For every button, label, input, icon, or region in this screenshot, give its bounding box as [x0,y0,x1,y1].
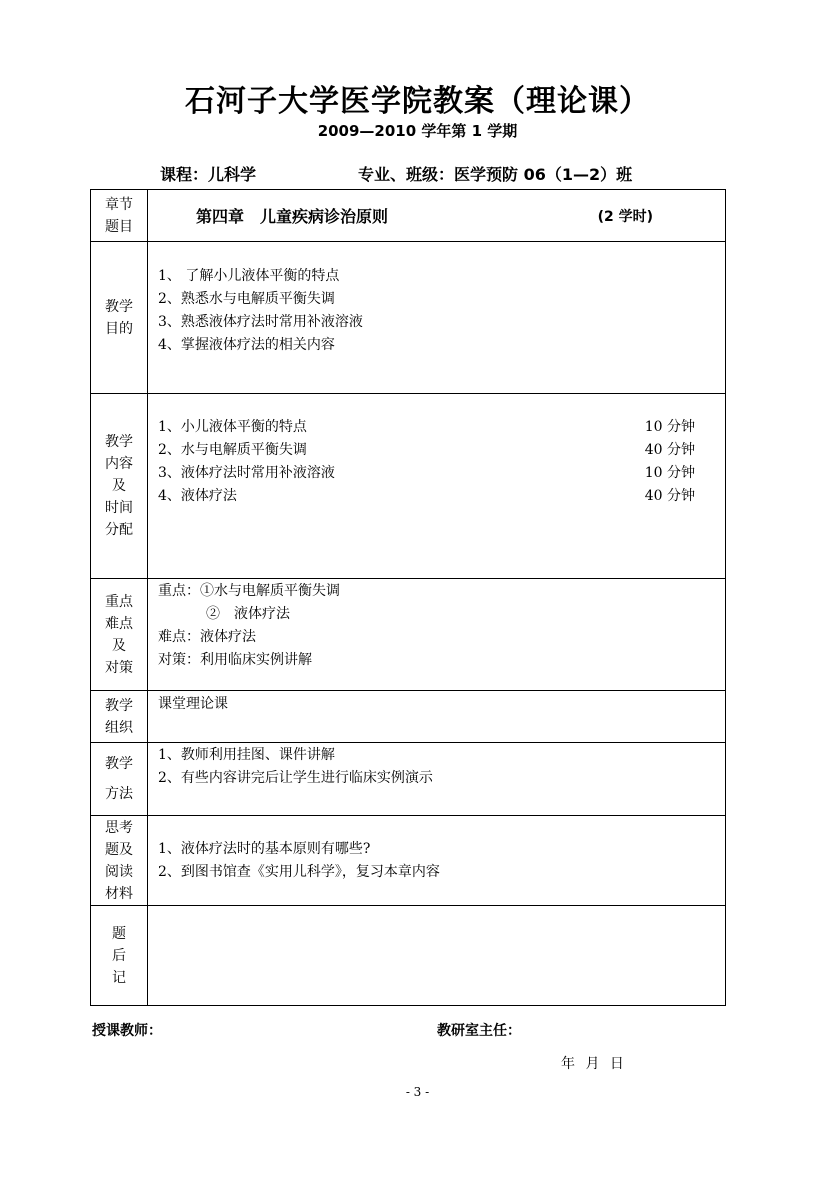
reading-item: 2、到图书馆查《实用儿科学》，复习本章内容 [158,863,440,880]
afterword-row [91,906,726,1006]
reading-label: 思考 题及 阅读 材料 [91,816,148,906]
method-item: 2、有些内容讲完后让学生进行临床实例演示 [158,770,433,786]
content-row [91,394,726,579]
methods-label: 教学 方法 [91,743,148,816]
reading-item: 1、液体疗法时的基本原则有哪些? [158,840,371,857]
lesson-plan-table [90,189,726,1006]
chapter-title: 第四章 儿童疾病诊治原则 [196,207,389,226]
organization-label: 教学 组织 [91,691,148,743]
chapter-label: 章节 题目 [91,190,148,242]
key-points-row [91,579,726,691]
goals-label: 教学 目的 [91,242,148,394]
goal-item: 3、熟悉液体疗法时常用补液溶液 [158,314,363,330]
key-points-label: 重点 难点 及 对策 [91,579,148,691]
key-point-line: 重点：①水与电解质平衡失调 [158,583,340,599]
organization-row [91,691,726,743]
reading-row [91,816,726,906]
content-item: 1、小儿液体平衡的特点 10 分钟 [158,419,695,435]
major-class: 专业、班级：医学预防 06（1—2）班 [358,165,633,184]
date-line: 年 月 日 [561,1056,624,1072]
goals-row [91,242,726,394]
methods-row [91,743,726,816]
goal-item: 1、 了解小儿液体平衡的特点 [158,268,340,284]
content-item: 3、液体疗法时常用补液溶液 10 分钟 [158,465,695,481]
afterword-content [148,906,726,1006]
page-number: - 3 - [405,1085,430,1099]
content-item: 4、液体疗法 40 分钟 [158,488,695,504]
chapter-hours: (2 学时) [597,208,653,225]
semester-line: 2009—2010 学年第 1 学期 [317,122,518,140]
chapter-row [91,190,726,242]
teacher-signature-label: 授课教师： [92,1023,162,1039]
goal-item: 4、掌握液体疗法的相关内容 [158,337,335,353]
course-name: 课程：儿科学 [160,165,257,184]
organization-text: 课堂理论课 [158,696,228,712]
goal-item: 2、熟悉水与电解质平衡失调 [158,291,335,307]
content-item: 2、水与电解质平衡失调 40 分钟 [158,442,695,458]
method-item: 1、教师利用挂图、课件讲解 [158,747,335,763]
difficulty-line: 难点：液体疗法 [158,629,256,645]
strategy-line: 对策：利用临床实例讲解 [158,652,312,668]
document-title: 石河子大学医学院教案（理论课） [185,84,650,119]
key-point-line: ② 液体疗法 [206,606,290,622]
afterword-label: 题 后 记 [91,906,148,1006]
director-signature-label: 教研室主任： [437,1023,521,1039]
content-label: 教学 内容 及 时间 分配 [91,394,148,579]
